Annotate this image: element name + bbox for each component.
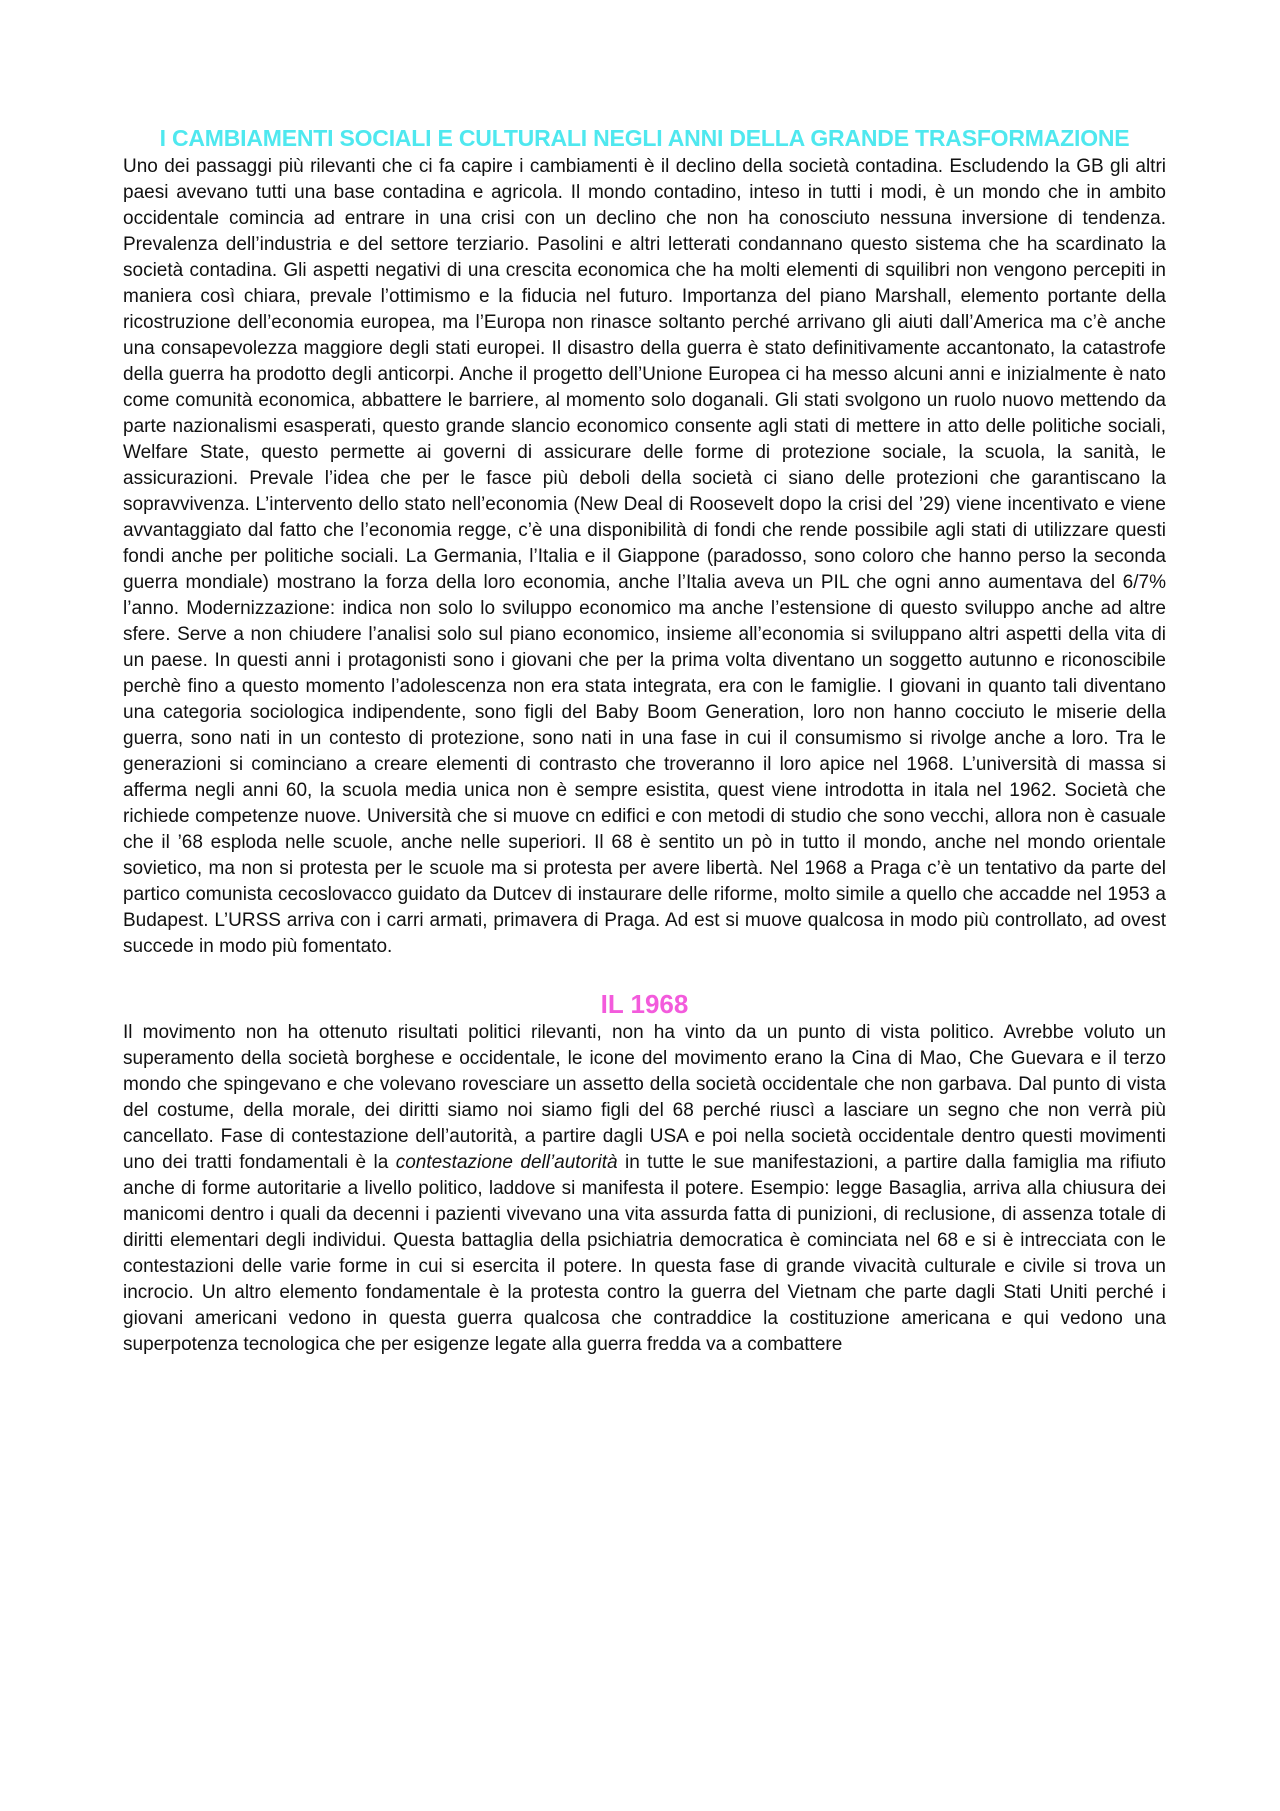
body-paragraph-1: Uno dei passaggi più rilevanti che ci fa capire i cambiamenti è il declino della società contadina. Escludendo la GB gli altri paesi avevano tutti una base contadina e agricola. Il mondo contadino, inteso in tutti i modi, è un mondo che in ambito occidentale comincia ad entrare in una crisi con un declino che non ha conosciuto nessuna inversione di tendenza. Prevalenza dell’industria e del settore terziario. Pasolini e altri letterati condannano questo sistema che ha scardinato la società contadina. Gli aspetti negativi di una crescita economica che ha molti elementi di squilibri non vengono percepiti in maniera così chiara, prevale l’ottimismo e la fiducia nel futuro. Importanza del piano Marshall, elemento portante della ricostruzione dell’economia europea, ma l’Europa non rinasce soltanto perché arrivano gli aiuti dall’America ma c’è anche una consapevolezza maggiore degli stati europei. Il disastro della guerra è stato definitivamente accantonato, la catastrofe della guerra ha prodotto degli anticorpi. Anche il progetto dell’Unione Europea ci ha messo alcuni anni e inizialmente è nato come comunità economica, abbattere le barriere, al momento solo doganali. Gli stati svolgono un ruolo nuovo mettendo da parte nazionalismi esasperati, questo grande slancio economico consente agli stati di mettere in atto delle politiche sociali, Welfare State, questo permette ai governi di assicurare delle forme di protezione sociale, la scuola, la sanità, le assicurazioni. Prevale l’idea che per le fasce più deboli della società ci siano delle protezioni che garantiscano la sopravvivenza. L’intervento dello stato nell’economia (New Deal di Roosevelt dopo la crisi del ’29) viene incentivato e viene avvantaggiato dal fatto che l’economia regge, c’è una disponibilità di fondi che rende possibile agli stati di utilizzare questi fondi anche per politiche sociali. La Germania, l’Italia e il Giappone (paradosso, sono coloro che hanno perso la seconda guerra mondiale) mostrano la forza della loro economia, anche l’Italia aveva un PIL che ogni anno aumentava del 6/7% l’anno. Modernizzazione: indica non solo lo sviluppo economico ma anche l’estensione di questo sviluppo anche ad altre sfere. Serve a non chiudere l’analisi solo sul piano economico, insieme all’economia si sviluppano altri aspetti della vita di un paese. In questi anni i protagonisti sono i giovani che per la prima volta diventano un soggetto autunno e riconoscibile perchè fino a questo momento l’adolescenza non era stata integrata, era con le famiglie. I giovani in quanto tali diventano una categoria sociologica indipendente, sono figli del Baby Boom Generation, loro non hanno cocciuto le miserie della guerra, sono nati in un contesto di protezione, sono nati in una fase in cui il consumismo si rivolge anche a loro. Tra le generazioni si cominciano a creare elementi di contrasto che troveranno il loro apice nel 1968. L’università di massa si afferma negli anni 60, la scuola media unica non è sempre esistita, quest viene introdotta in itala nel 1962. Società che richiede competenze nuove. Università che si muove cn edifici e con metodi di studio che sono vecchi, allora non è casuale che il ’68 esploda nelle scuole, anche nelle superiori. Il 68 è sentito un pò in tutto il mondo, anche nel mondo orientale sovietico, ma non si protesta per le scuole ma si protesta per avere libertà. Nel 1968 a Praga c’è un tentativo da parte del partico comunista cecoslovacco guidato da Dutcev di instaurare delle riforme, molto simile a quello che accadde nel 1953 a Budapest. L’URSS arriva con i carri armati, primavera di Praga. Ad est si muove qualcosa in modo più controllato, ad ovest succede in modo più fomentato. [123,156,1166,957]
document-page [123,123,1166,1358]
document-title: I CAMBIAMENTI SOCIALI E CULTURALI NEGLI ANNI DELLA GRANDE TRASFORMAZIONE [159,125,1130,151]
body-paragraph-2-text-b: in tutte le sue manifestazioni, a partire dalla famiglia ma rifiuto anche di forme autoritarie a livello politico, laddove si manifesta il potere. Esempio: legge Basaglia, arriva alla chiusura dei manicomi dentro i quali da decenni i pazienti vivevano una vita assurda fatta di punizioni, di reclusione, di assenza totale di diritti elementari degli individui. Questa battaglia della psichiatria democratica è cominciata nel 68 e si è intrecciata con le contestazioni delle varie forme in cui si esercita il potere. In questa fase di grande vivacità culturale e civile si trova un incrocio. Un altro elemento fondamentale è la protesta contro la guerra del Vietnam che parte dagli Stati Uniti perché i giovani americani vedono in questa guerra qualcosa che contraddice la costituzione americana e qui vedono una superpotenza tecnologica che per esigenze legate alla guerra fredda va a combattere [123,1152,1166,1355]
body-paragraph-2-italic: contestazione dell’autorità [395,1152,618,1173]
section-title-1968: IL 1968 [600,989,689,1019]
section-spacer [123,960,1166,988]
body-paragraph-2-text-a: Il movimento non ha ottenuto risultati politici rilevanti, non ha vinto da un punto di vista politico. Avrebbe voluto un superamento della società borghese e occidentale, le icone del movimento erano la Cina di Mao, Che Guevara e il terzo mondo che spingevano e che volevano rovesciare un assetto della società occidentale che non garbava. Dal punto di vista del costume, della morale, dei diritti siamo noi siamo figli del 68 perché riuscì a lasciare un segno che non verrà più cancellato. Fase di contestazione dell’autorità, a partire dagli USA e poi nella società occidentale dentro questi movimenti uno dei tratti fondamentali è la [123,1022,1166,1173]
body-paragraph-2 [123,1020,1166,1358]
